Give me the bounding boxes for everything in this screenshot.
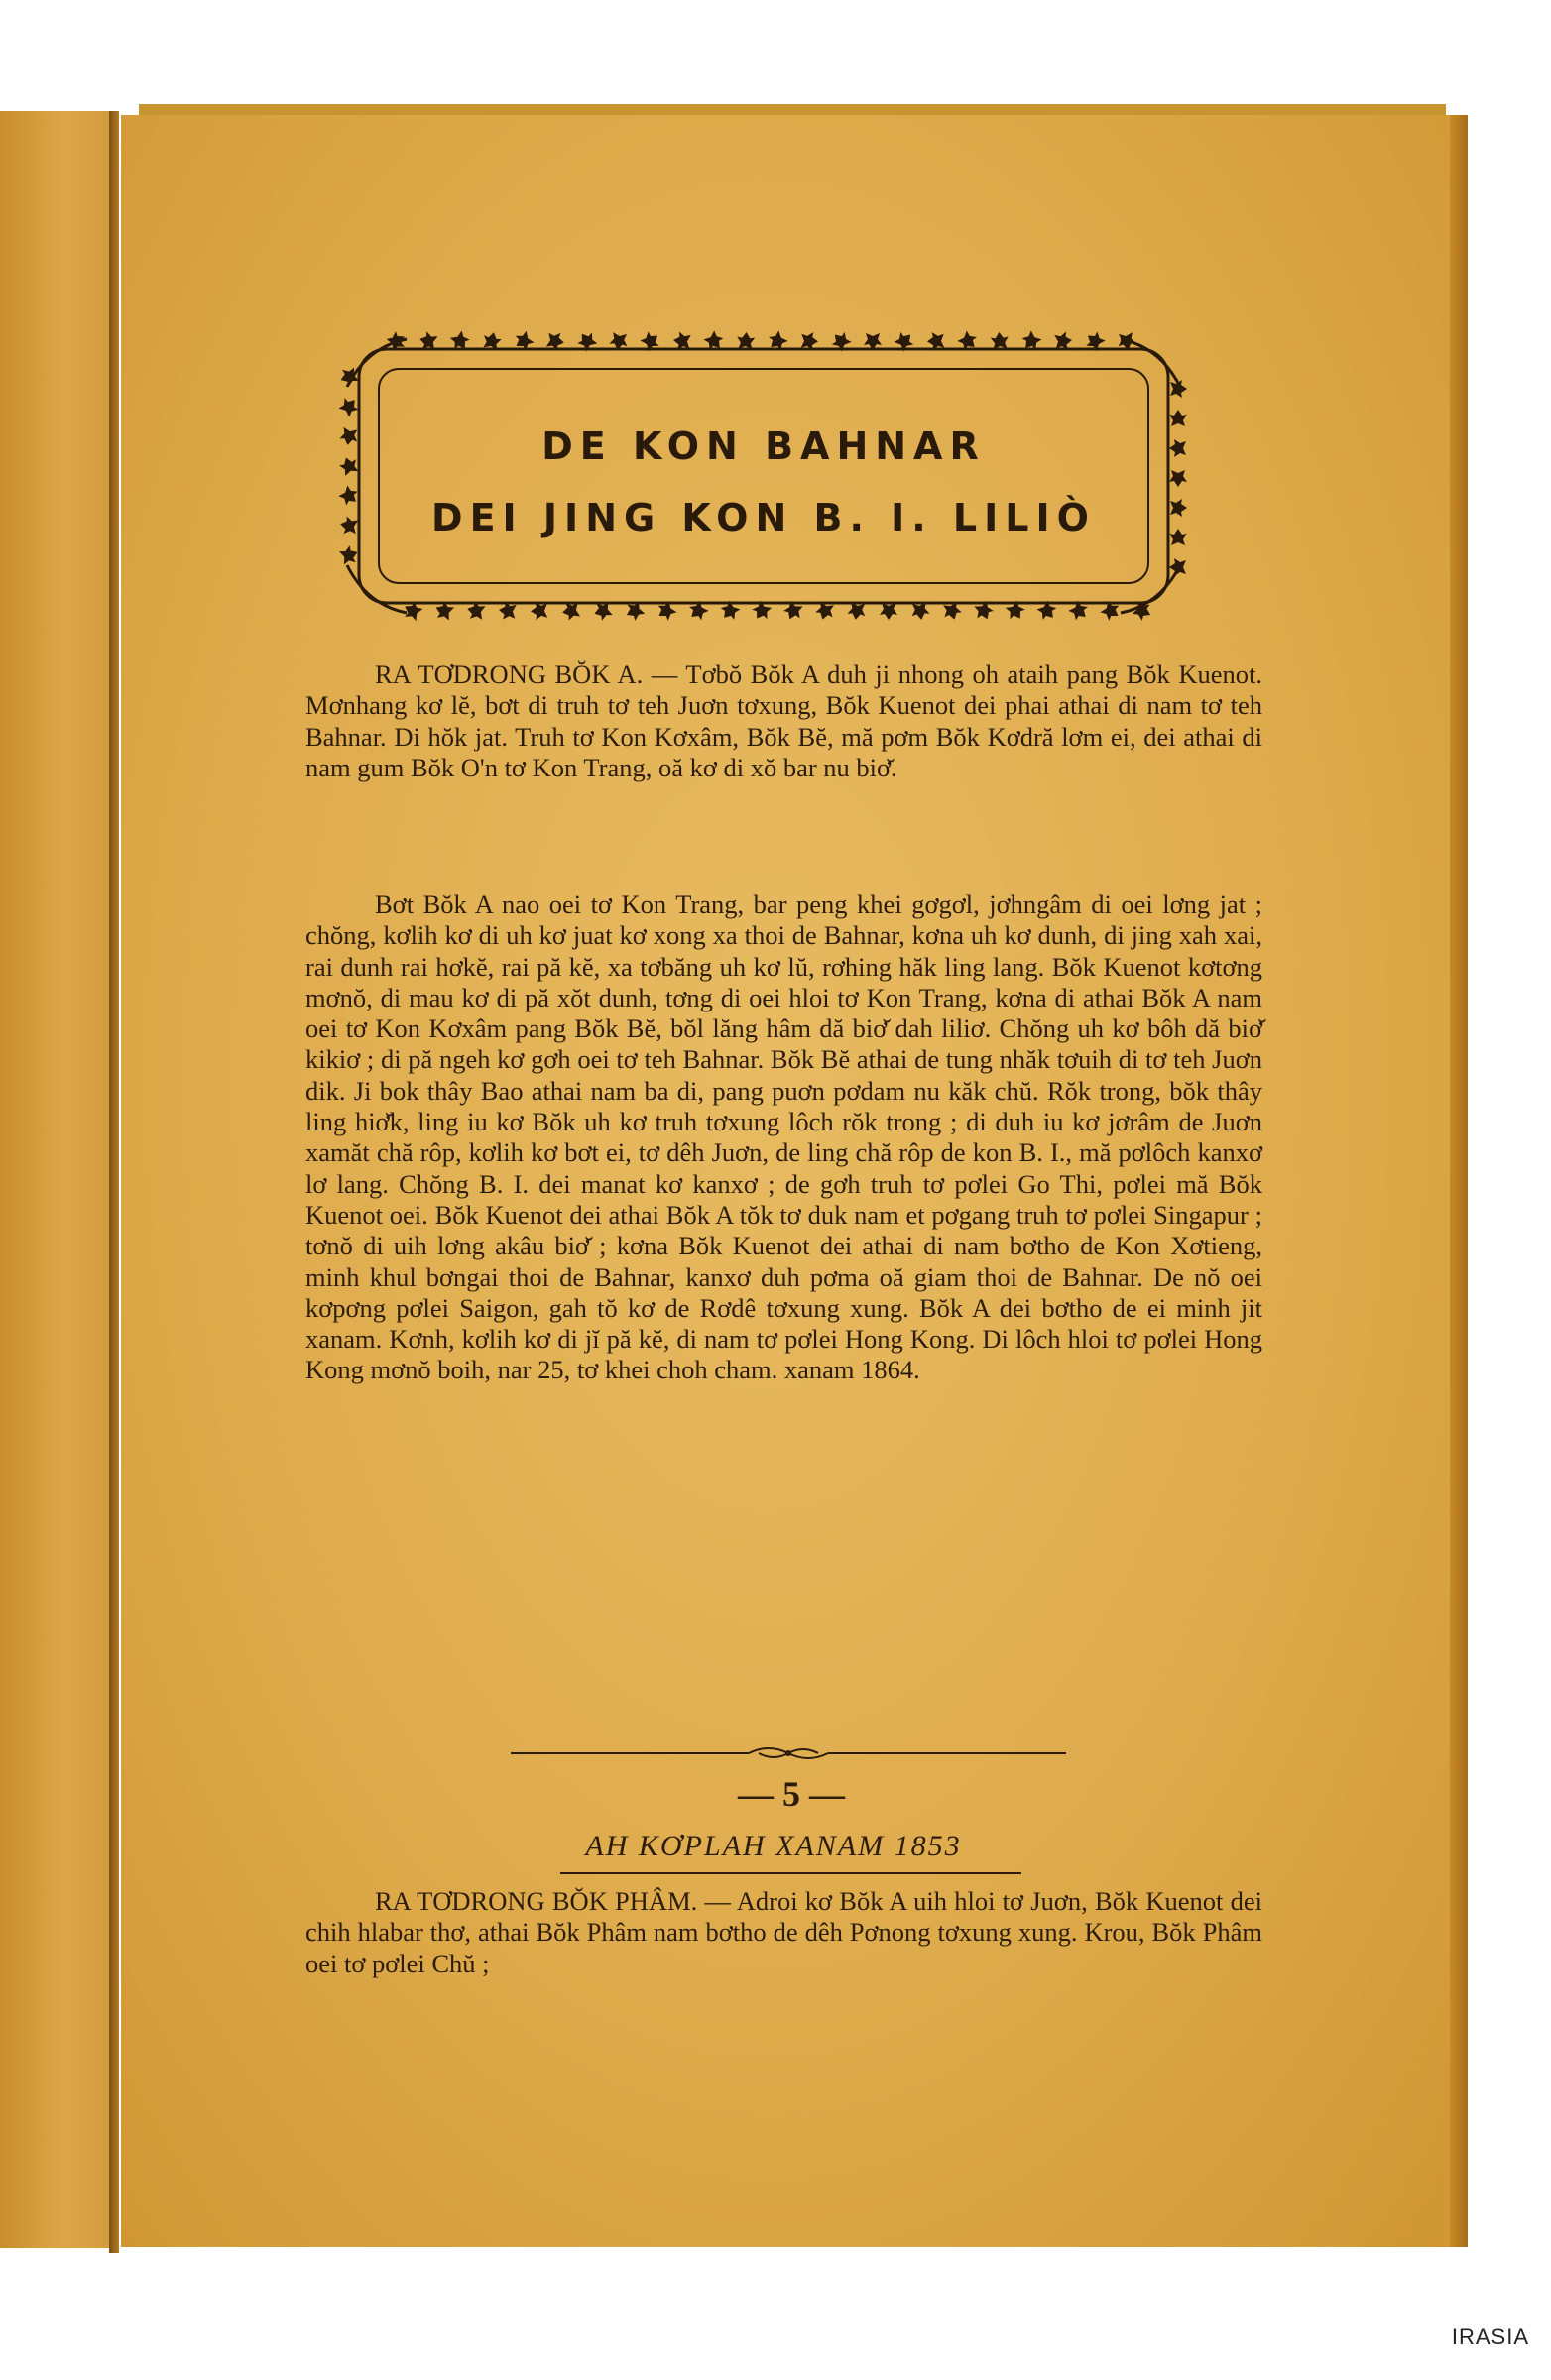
vine-border bbox=[337, 327, 1190, 625]
vine-leaf-icon bbox=[910, 602, 930, 621]
vine-leaf-icon bbox=[1170, 380, 1187, 398]
vine-leaf-icon bbox=[990, 331, 1009, 349]
section-underline bbox=[560, 1872, 1021, 1874]
vine-leaf-icon bbox=[338, 543, 360, 566]
left-page-edge bbox=[0, 111, 115, 2248]
page-right-edge bbox=[1450, 115, 1468, 2247]
paragraph-1: RA TƠDRONG BŎK A. — Tơbŏ Bŏk A duh ji nhong oh ataih pang Bŏk Kuenot. Mơnhang kơ lĕ, bơt di truh tơ teh Juơn tơxung, Bŏk Kuenot dei phai athai di nam tơ teh Bahnar. Di hŏk jat. Truh tơ Kon Kơxâm, Bŏk Bĕ, mă pơm Bŏk Kơdră lơm ei, dei athai di nam gum Bŏk O'n tơ Kon Trang, oă kơ di xŏ bar nu biơ̆. bbox=[305, 659, 1262, 782]
vine-leaf-icon bbox=[880, 603, 897, 620]
book-gutter bbox=[109, 111, 119, 2253]
vine-leaf-icon bbox=[531, 602, 548, 621]
paragraph-2: Bơt Bŏk A nao oei tơ Kon Trang, bar peng khei gơgơl, jơhngâm di oei lơng jat ; chŏng, kơlih kơ di uh kơ juat kơ xong xa thoi de Bahnar, kơna uh kơ dunh, di jing xah xai, rai dunh rai hơkĕ, rai pă kĕ, xa tơbăng uh kơ lŭ, rơhing hăk ling lang. Bŏk Kuenot kơtơng mơnŏ, di mau kơ di pă xŏt dunh, tơng di oei hloi tơ Kon Trang, kơna di athai Bŏk A nam oei tơ Kon Kơxâm pang Bŏk Bĕ, bŏl lăng hâm dă biơ̆ dah liliơ. Chŏng uh kơ bôh dă biơ̆ kikiơ ; di pă ngeh kơ gơh oei tơ teh Bahnar. Bŏk Bĕ athai de tung nhăk tơuih di tơ teh Juơn dik. Ji bok thây Bao athai nam ba di, pang puơn pơdam nu kăk chŭ. Rŏk trong, bŏk thây ling hiơ̆k, ling iu kơ Bŏk uh kơ truh tơxung lôch rŏk trong ; di duh iu kơ jơrâm de Juơn xamăt chă rôp, kơlih kơ bơt ei, tơ dêh Juơn, de ling chă rôp de kon B. I., mă pơlôch kanxơ lơ lang. Chŏng B. I. dei manat kơ kanxơ ; de gơh truh tơ pơlei Go Thi, pơlei mă Bŏk Kuenot oei. Bŏk Kuenot dei athai Bŏk A tŏk tơ duk nam et pơgang truh tơ pơlei Singapur ; tơnŏ di uih lơng akâu biơ̆ ; kơna Bŏk Kuenot dei athai di nam bơtho de Kon Xơtieng, minh khul bơngai thoi de Bahnar, kanxơ duh pơma oă giam thoi de Bahnar. De nŏ oei kơpơng pơlei Saigon, gah tŏ kơ de Rơdê tơxung xung. Bŏk A dei bơtho de ei minh jit xanam. Kơnh, kơlih kơ di jĭ pă kĕ, di nam tơ pơlei Hong Kong. Di lôch hloi tơ pơlei Hong Kong mơnŏ boih, nar 25, tơ khei choh cham. xanam 1864. bbox=[305, 890, 1262, 1385]
vine-leaf-icon bbox=[864, 333, 882, 350]
header-title-line2: DEI JING KON B. I. LILIÒ bbox=[431, 496, 1096, 539]
section-title: AH KƠPLAH XANAM 1853 bbox=[585, 1830, 962, 1862]
vine-leaf-icon bbox=[1169, 558, 1186, 576]
paragraph-3: RA TƠDRONG BŎK PHÂM. — Adroi kơ Bŏk A uih hloi tơ Juơn, Bŏk Kuenot dei chih hlabar thơ, athai Bŏk Phâm nam bơtho de dêh Pơnong tơxung xung. Krou, Bŏk Phâm oei tơ pơlei Chŭ ; bbox=[305, 1886, 1262, 1978]
vine-leaf-icon bbox=[736, 331, 755, 349]
watermark: IRASIA bbox=[1451, 2324, 1529, 2349]
ornamental-title-frame bbox=[337, 327, 1190, 625]
vine-leaf-icon bbox=[847, 602, 867, 621]
ornamental-rule bbox=[511, 1743, 1066, 1763]
header-title-line1: DE KON BAHNAR bbox=[541, 424, 986, 468]
page-number: — 5 — bbox=[738, 1774, 845, 1814]
vine-leaf-icon bbox=[1169, 470, 1187, 487]
